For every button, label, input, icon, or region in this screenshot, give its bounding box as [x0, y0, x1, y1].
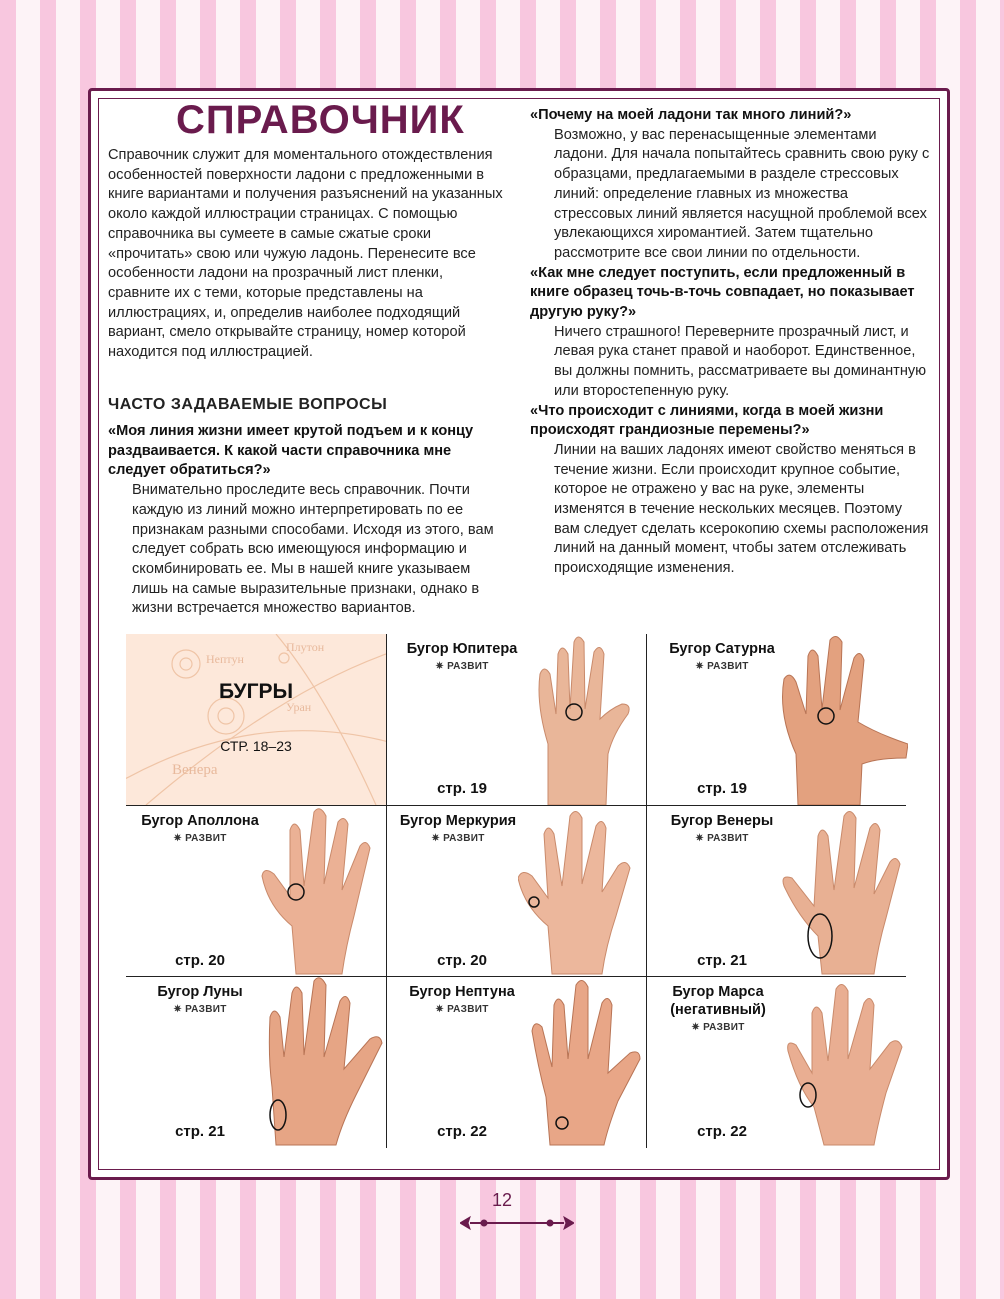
mount-name — [648, 640, 796, 676]
mount-card — [648, 634, 908, 805]
faq-answer: Линии на ваших ладонях имеют свойство меняться в течение жизни. Если происходит крупное событие, которое не отражено у вас на руке, элементы изменятся в течение нескольких месяцев. Поэтому вам следует сделать ксерокопию схемы расположения линий на данный момент, чтобы затем отслеживать происходящие изменения. — [554, 441, 929, 577]
mount-name — [648, 812, 796, 848]
planet-label: Венера — [172, 762, 218, 778]
mount-name-text: Бугор Юпитера — [406, 641, 518, 657]
ornament-icon — [460, 1214, 574, 1232]
mount-status: ✷ РАЗВИТ — [431, 833, 485, 844]
mount-name-text: Бугор Нептуна — [409, 984, 515, 1000]
mount-page: стр. 19 — [437, 780, 487, 797]
bugry-title: БУГРЫ — [218, 680, 294, 703]
faq-left-column — [108, 422, 508, 619]
solar-system-illustration — [126, 634, 386, 805]
faq-answer: Внимательно проследите весь справочник. Почти каждую из линий можно интерпретировать по ее признакам разными способами. Исходя из этого, вам следует собрать всю имеющуюся информацию и скомбинировать ее. Мы в нашей книге указываем лишь на самые выразительные признаки, однако в жизни встречается множество вариантов. — [132, 482, 494, 617]
mount-page: стр. 19 — [697, 780, 747, 797]
faq-question: «Моя линия жизни имеет крутой подъем и к концу раздваивается. К какой части справочника мне следует обратиться?» — [108, 423, 474, 479]
mount-page: стр. 21 — [175, 1123, 225, 1140]
mount-status: ✷ РАЗВИТ — [695, 833, 749, 844]
mount-name-text: Бугор Меркурия — [399, 813, 517, 829]
hand-icon — [518, 806, 648, 977]
bugry-cell — [126, 634, 386, 805]
mount-name-text: Бугор Аполлона — [141, 813, 259, 829]
page-title: СПРАВОЧНИК — [176, 98, 465, 142]
mount-page: стр. 21 — [697, 952, 747, 969]
mount-card — [126, 806, 386, 977]
faq-question: «Что происходит с линиями, когда в моей жизни происходят грандиозные перемены?» — [530, 402, 884, 439]
mount-name-text: Бугор Луны — [157, 984, 243, 1000]
hand-icon — [518, 977, 648, 1148]
mount-card — [648, 977, 908, 1148]
faq-right-column — [530, 106, 930, 579]
grid-divider — [386, 634, 387, 1148]
mount-card — [388, 806, 648, 977]
mount-status: ✷ РАЗВИТ — [435, 661, 489, 672]
mount-status: ✷ РАЗВИТ — [691, 1022, 745, 1033]
mount-status: ✷ РАЗВИТ — [435, 1004, 489, 1015]
intro-paragraph — [108, 146, 508, 363]
mount-page: стр. 22 — [437, 1123, 487, 1140]
mount-page: стр. 22 — [697, 1123, 747, 1140]
mount-name-text: Бугор Сатурна — [669, 641, 775, 657]
mount-card — [388, 634, 648, 805]
planet-label: Плутон — [286, 640, 325, 654]
hand-icon — [256, 977, 386, 1148]
mount-name-text: Бугор Марса (негативный) — [670, 984, 766, 1018]
mount-card — [648, 806, 908, 977]
mount-name — [126, 812, 274, 848]
mount-status: ✷ РАЗВИТ — [173, 1004, 227, 1015]
hand-icon — [778, 977, 908, 1148]
mount-page: стр. 20 — [437, 952, 487, 969]
mount-card — [126, 977, 386, 1148]
planet-label: Нептун — [206, 652, 244, 666]
faq-question: «Почему на моей ладони так много линий?» — [530, 107, 852, 123]
intro-text: Справочник служит для моментального отождествления особенностей поверхности ладони с предложенными в книге вариантами и получения разъяснений на указанных около каждой иллюстрации страницах. С помощью справочника вы сумеете в самые сжатые сроки «прочитать» свою или чужую ладонь. Перенесите все особенности ладони на прозрачный лист пленки, сравните их с теми, которые представлены на иллюстрациях, и, определив наиболее подходящий вариант, смело открывайте страницу, номер которой находится под иллюстрацией. — [108, 147, 503, 361]
faq-question: «Как мне следует поступить, если предложенный в книге образец точь-в-точь совпадает, но показывает другую руку?» — [530, 264, 915, 321]
hand-icon — [256, 806, 386, 977]
mount-name — [388, 640, 536, 676]
page-number: 12 — [491, 1190, 513, 1210]
mounts-grid — [126, 634, 906, 1148]
mount-name — [388, 812, 528, 848]
mount-status: ✷ РАЗВИТ — [173, 833, 227, 844]
mount-name-text: Бугор Венеры — [670, 813, 774, 829]
planet-label: Уран — [286, 700, 312, 714]
hand-icon — [778, 806, 908, 977]
mount-page: стр. 20 — [175, 952, 225, 969]
bugry-page: СТР. 18–23 — [220, 738, 292, 754]
hand-icon — [778, 634, 908, 805]
mount-card — [388, 977, 648, 1148]
mount-name — [648, 983, 788, 1037]
faq-answer: Возможно, у вас перенасыщенные элементами ладони. Для начала попытайтесь сравнить свою руку с образцами, предлагаемыми в разделе стрессовых линий: определение главных из множества стрессовых линий является насущной проблемой всех увлекающихся хиромантией. Затем тщательно рассмотрите все свои линии по отдельности. — [554, 126, 930, 261]
faq-answer: Ничего страшного! Переверните прозрачный лист, и левая рука станет правой и наоборот. Единственное, вы должны помнить, рассматриваете вы доминантную или второстепенную руку. — [554, 323, 927, 399]
mount-status: ✷ РАЗВИТ — [695, 661, 749, 672]
hand-icon — [518, 634, 648, 805]
mount-name — [126, 983, 274, 1019]
mount-name — [388, 983, 536, 1019]
faq-heading: ЧАСТО ЗАДАВАЕМЫЕ ВОПРОСЫ — [108, 396, 388, 413]
